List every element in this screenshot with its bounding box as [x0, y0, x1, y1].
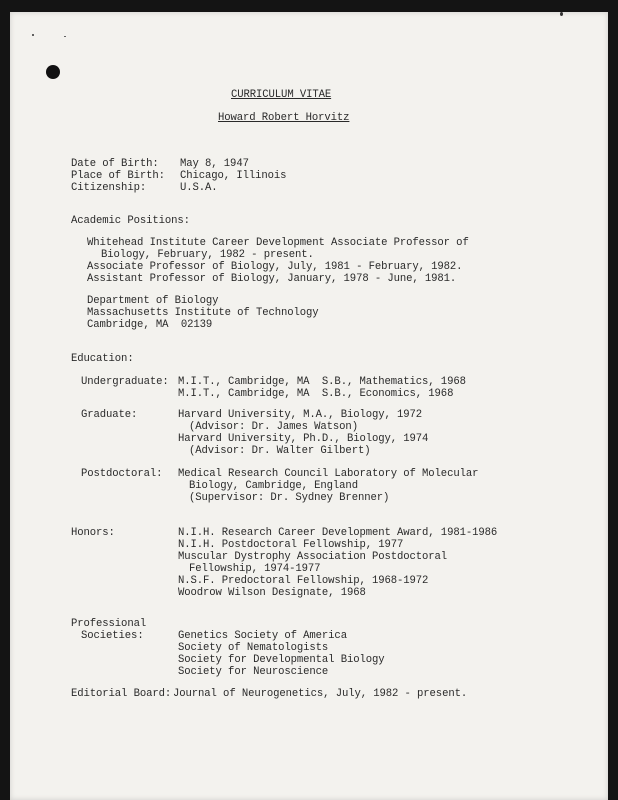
education-line: (Supervisor: Dr. Sydney Brenner) [189, 492, 390, 504]
education-label: Postdoctoral: [81, 468, 163, 480]
education-label: Graduate: [81, 409, 138, 421]
person-name: Howard Robert Horvitz [218, 112, 350, 124]
education-line: (Advisor: Dr. Walter Gilbert) [189, 445, 371, 457]
education-label: Undergraduate: [81, 376, 169, 388]
speck [32, 34, 34, 36]
honors-label: Honors: [71, 527, 115, 539]
editorial-value: Journal of Neurogenetics, July, 1982 - present. [173, 688, 468, 700]
honor-line: N.I.H. Research Career Development Award, 1981-1986 [178, 527, 498, 539]
personal-label: Place of Birth: [71, 170, 165, 182]
society-line: Society for Neuroscience [178, 666, 329, 678]
personal-label: Date of Birth: [71, 158, 159, 170]
education-line: (Advisor: Dr. James Watson) [189, 421, 358, 433]
position-line: Whitehead Institute Career Development Associate Professor of [87, 237, 469, 249]
honor-line: Fellowship, 1974-1977 [189, 563, 321, 575]
education-line: M.I.T., Cambridge, MA S.B., Economics, 1968 [178, 388, 454, 400]
section-heading: Education: [71, 353, 134, 365]
personal-value: May 8, 1947 [180, 158, 249, 170]
society-line: Genetics Society of America [178, 630, 347, 642]
personal-value: U.S.A. [180, 182, 218, 194]
societies-label: Professional [71, 618, 147, 630]
address-line: Cambridge, MA 02139 [87, 319, 213, 331]
education-line: Harvard University, Ph.D., Biology, 1974 [178, 433, 429, 445]
honor-line: N.S.F. Predoctoral Fellowship, 1968-1972 [178, 575, 429, 587]
editorial-label: Editorial Board: [71, 688, 172, 700]
personal-label: Citizenship: [71, 182, 147, 194]
section-heading: Academic Positions: [71, 215, 190, 227]
honor-line: N.I.H. Postdoctoral Fellowship, 1977 [178, 539, 404, 551]
punch-hole [46, 65, 60, 79]
societies-label: Societies: [81, 630, 144, 642]
document-page [10, 12, 608, 800]
position-line: Associate Professor of Biology, July, 1981 - February, 1982. [87, 261, 463, 273]
address-line: Massachusetts Institute of Technology [87, 307, 319, 319]
position-line: Assistant Professor of Biology, January, 1978 - June, 1981. [87, 273, 457, 285]
address-line: Department of Biology [87, 295, 219, 307]
personal-value: Chicago, Illinois [180, 170, 287, 182]
education-line: Biology, Cambridge, England [189, 480, 358, 492]
cv-title: CURRICULUM VITAE [231, 89, 332, 101]
education-line: M.I.T., Cambridge, MA S.B., Mathematics, 1968 [178, 376, 466, 388]
speck [64, 36, 66, 37]
society-line: Society for Developmental Biology [178, 654, 385, 666]
honor-line: Muscular Dystrophy Association Postdoctoral [178, 551, 448, 563]
education-line: Medical Research Council Laboratory of Molecular [178, 468, 479, 480]
society-line: Society of Nematologists [178, 642, 329, 654]
honor-line: Woodrow Wilson Designate, 1968 [178, 587, 366, 599]
speck [560, 12, 563, 16]
position-line: Biology, February, 1982 - present. [101, 249, 314, 261]
education-line: Harvard University, M.A., Biology, 1972 [178, 409, 423, 421]
